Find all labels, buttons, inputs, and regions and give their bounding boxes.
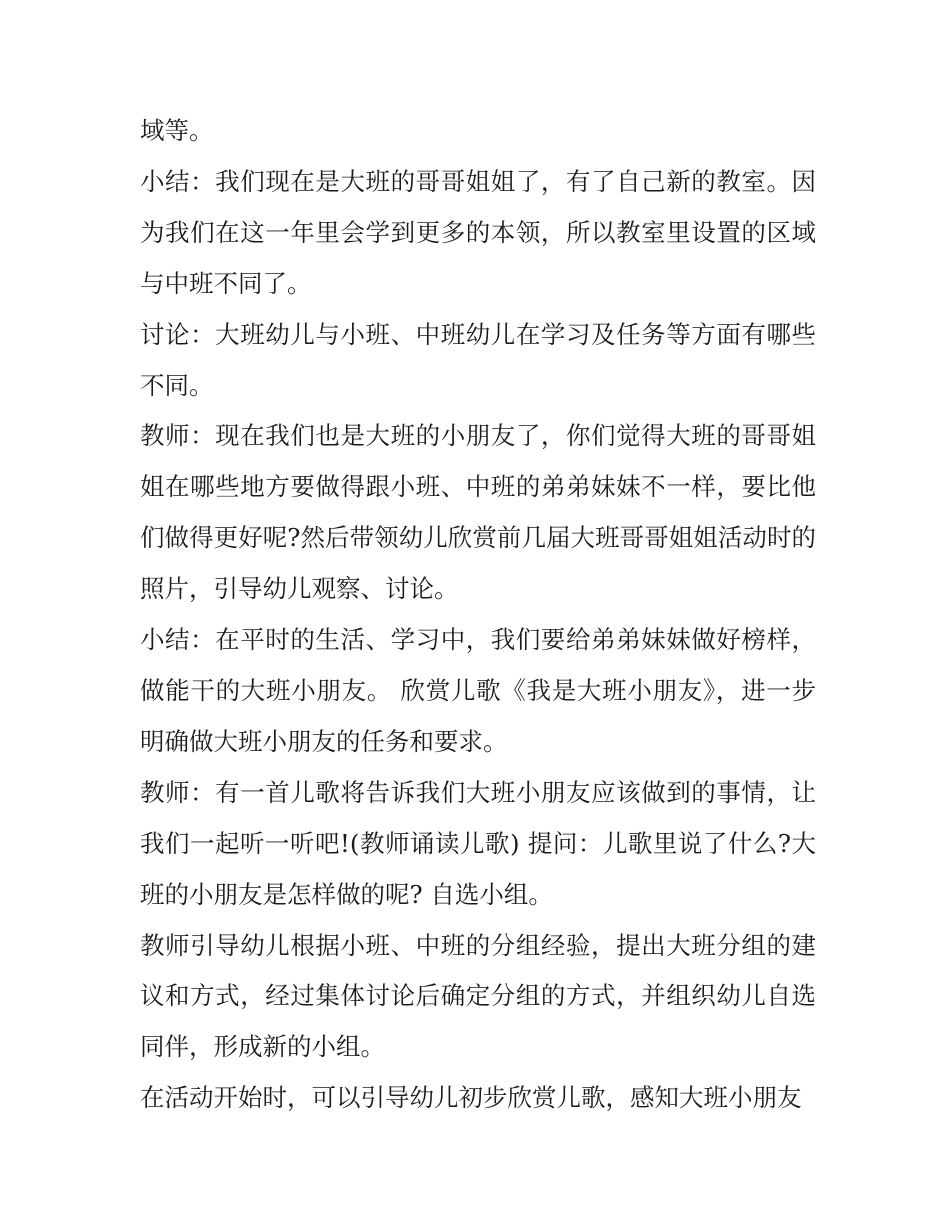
paragraph: 教师：现在我们也是大班的小朋友了，你们觉得大班的哥哥姐姐在哪些地方要做得跟小班、中班的弟弟妹妹不一样，要比他们做得更好呢?然后带领幼儿欣赏前几届大班哥哥姐姐活动时的照片，引导幼儿观察、讨论。	[140, 421, 816, 604]
paragraph: 域等。	[140, 116, 214, 145]
paragraph: 教师引导幼儿根据小班、中班的分组经验，提出大班分组的建议和方式，经过集体讨论后确定分组的方式，并组织幼儿自选同伴，形成新的小组。	[140, 930, 816, 1062]
document-body	[140, 106, 816, 1124]
paragraph: 小结：我们现在是大班的哥哥姐姐了，有了自己新的教室。因为我们在这一年里会学到更多的本领，所以教室里设置的区域与中班不同了。	[140, 166, 816, 298]
paragraph: 讨论：大班幼儿与小班、中班幼儿在学习及任务等方面有哪些不同。	[140, 319, 816, 400]
paragraph: 在活动开始时，可以引导幼儿初步欣赏儿歌，感知大班小朋友	[140, 1083, 802, 1113]
paragraph: 小结：在平时的生活、学习中，我们要给弟弟妹妹做好榜样，做能干的大班小朋友。 欣赏儿歌《我是大班小朋友》，进一步明确做大班小朋友的任务和要求。	[140, 625, 816, 756]
paragraph: 教师：有一首儿歌将告诉我们大班小朋友应该做到的事情，让我们一起听一听吧!(教师诵读儿歌) 提问：儿歌里说了什么?大班的小朋友是怎样做的呢? 自选小组。	[140, 777, 816, 909]
